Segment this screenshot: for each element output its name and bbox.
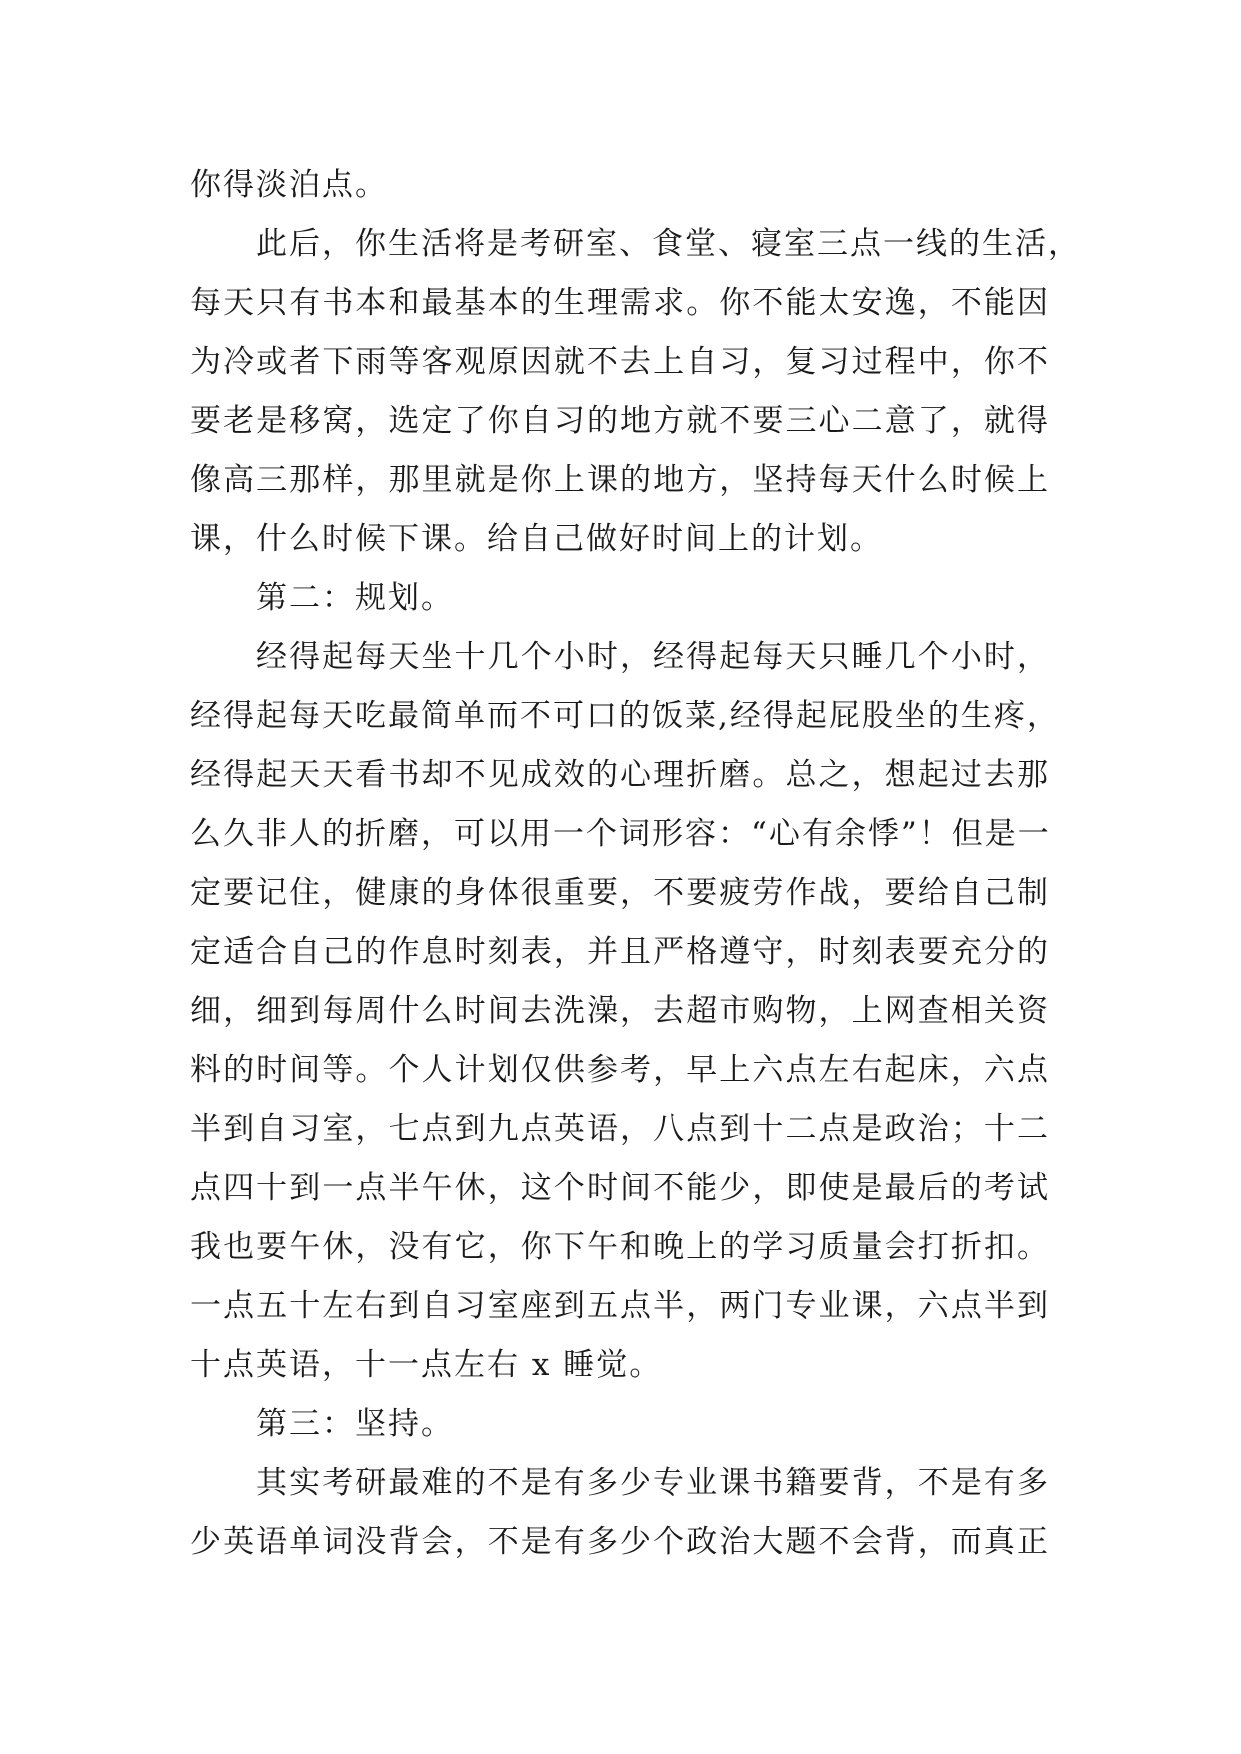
text-line: 半到自习室，七点到九点英语，八点到十二点是政治；十二 <box>190 1111 1050 1147</box>
text-line: 经得起每天吃最简单而不可口的饭菜,经得起屁股坐的生疼， <box>190 698 1060 734</box>
text-line: 细，细到每周什么时间去洗澡，去超市购物，上网查相关资 <box>190 993 1050 1029</box>
text-line: 定适合自己的作息时刻表，并且严格遵守，时刻表要充分的 <box>190 934 1050 970</box>
text-line: 为冷或者下雨等客观原因就不去上自习，复习过程中，你不 <box>190 344 1050 380</box>
text-line: 么久非人的折磨，可以用一个词形容：“心有余悸”！但是一 <box>190 816 1051 852</box>
text-line: 点四十到一点半午休，这个时间不能少，即使是最后的考试 <box>190 1170 1050 1206</box>
text-line: 定要记住，健康的身体很重要，不要疲劳作战，要给自己制 <box>190 875 1050 911</box>
text-line: 第二：规划。 <box>256 580 454 616</box>
text-line: 经得起天天看书却不见成效的心理折磨。总之，想起过去那 <box>190 757 1050 793</box>
text-line: 像高三那样，那里就是你上课的地方，坚持每天什么时候上 <box>190 462 1050 498</box>
text-line: 每天只有书本和最基本的生理需求。你不能太安逸，不能因 <box>190 285 1050 321</box>
text-line: 经得起每天坐十几个小时，经得起每天只睡几个小时， <box>256 639 1050 675</box>
text-line: 课，什么时候下课。给自己做好时间上的计划。 <box>190 521 883 557</box>
text-line: 料的时间等。个人计划仅供参考，早上六点左右起床，六点 <box>190 1052 1050 1088</box>
text-line: 一点五十左右到自习室座到五点半，两门专业课，六点半到 <box>190 1288 1050 1324</box>
text-line: 其实考研最难的不是有多少专业课书籍要背，不是有多 <box>256 1465 1050 1501</box>
text-line: 十点英语，十一点左右 x 睡觉。 <box>190 1347 663 1383</box>
text-line: 要老是移窝，选定了你自习的地方就不要三心二意了，就得 <box>190 403 1050 439</box>
document-body <box>190 156 1081 1572</box>
text-line: 少英语单词没背会，不是有多少个政治大题不会背，而真正 <box>190 1524 1050 1560</box>
text-line: 你得淡泊点。 <box>190 167 388 203</box>
text-line: 此后，你生活将是考研室、食堂、寝室三点一线的生活， <box>256 226 1081 262</box>
text-line: 第三：坚持。 <box>256 1406 454 1442</box>
text-line: 我也要午休，没有它，你下午和晚上的学习质量会打折扣。 <box>190 1229 1050 1265</box>
